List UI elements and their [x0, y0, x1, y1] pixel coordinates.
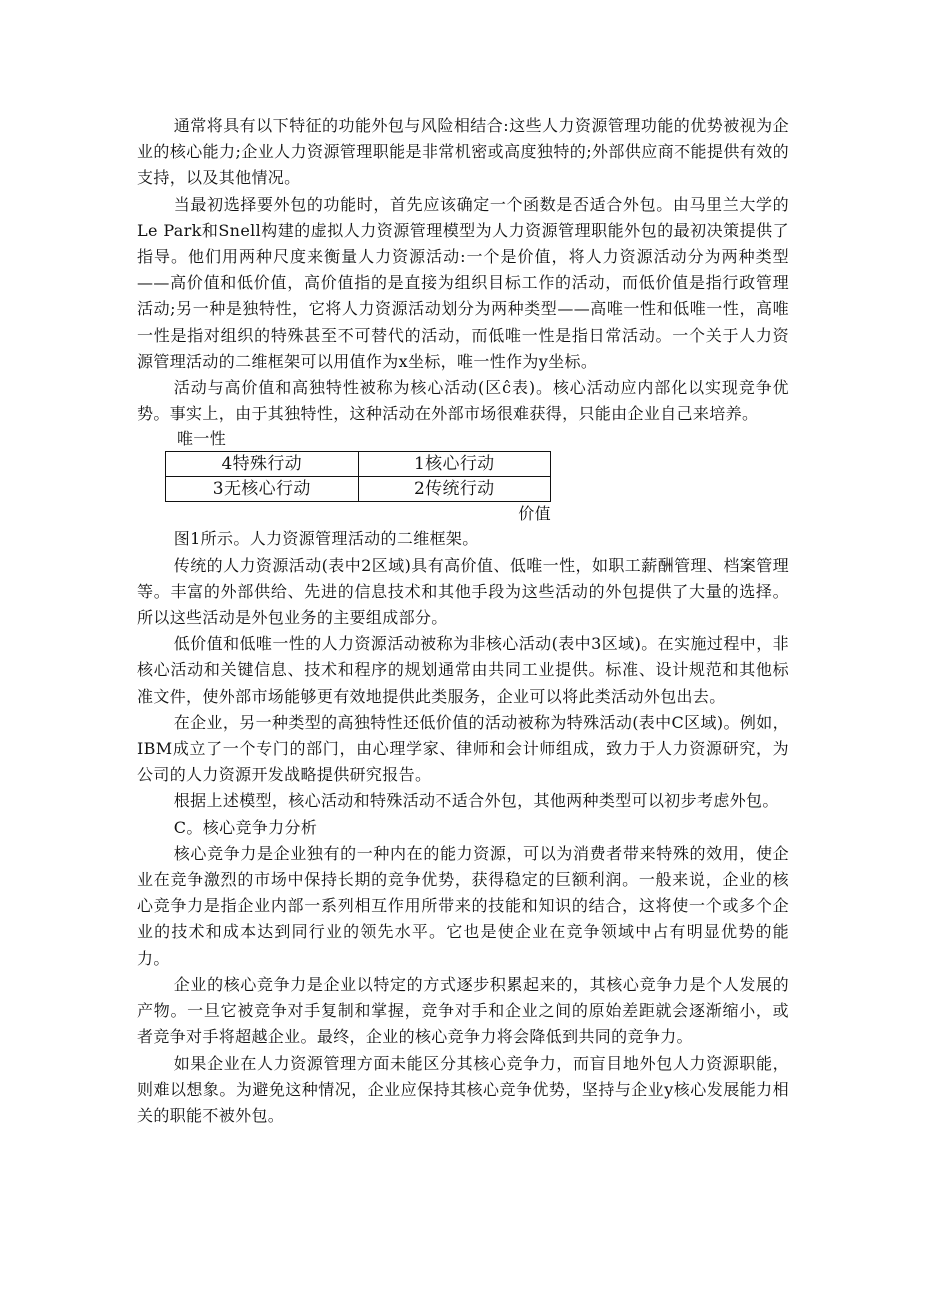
- activity-matrix-table: [165, 451, 551, 502]
- y-axis-label: 唯一性: [177, 429, 227, 449]
- section-heading: C。核心竞争力分析: [173, 817, 318, 837]
- cell-special-activity: 4特殊行动: [166, 452, 359, 477]
- paragraph: 在企业，另一种类型的高独特性还低价值的活动被称为特殊活动(表中C区域)。例如，IBM成立了一个专门的部门，由心理学家、律师和会计师组成，致力于人力资源研究，为公司的人力资源开发战略提供研究报告。: [137, 712, 789, 785]
- figure-activity-matrix: [137, 427, 789, 526]
- paragraph: 传统的人力资源活动(表中2区域)具有高价值、低唯一性，如职工薪酬管理、档案管理等。丰富的外部供给、先进的信息技术和其他手段为这些活动的外包提供了大量的选择。所以这些活动是外包业务的主要组成部分。: [137, 555, 789, 628]
- paragraph: 如果企业在人力资源管理方面未能区分其核心竞争力，而盲目地外包人力资源职能，则难以想象。为避免这种情况，企业应保持其核心竞争优势，坚持与企业y核心发展能力相关的职能不被外包。: [137, 1053, 789, 1125]
- paragraph: 根据上述模型，核心活动和特殊活动不适合外包，其他两种类型可以初步考虑外包。: [173, 791, 779, 811]
- cell-traditional-activity: 2传统行动: [358, 477, 551, 502]
- figure-caption: 图1所示。人力资源管理活动的二维框架。: [173, 529, 479, 549]
- matrix-row-high-uniqueness: [166, 452, 551, 477]
- paragraph: 通常将具有以下特征的功能外包与风险相结合:这些人力资源管理功能的优势被视为企业的核心能力;企业人力资源管理职能是非常机密或高度独特的;外部供应商不能提供有效的支持，以及其他情况。: [137, 116, 789, 188]
- document-page: [137, 113, 789, 1129]
- matrix-row-low-uniqueness: [166, 477, 551, 502]
- cell-non-core-activity: 3无核心行动: [166, 477, 359, 502]
- cell-core-activity: 1核心行动: [358, 452, 551, 477]
- paragraph: 活动与高价值和高独特性被称为核心活动(区ĉ表)。核心活动应内部化以实现竞争优势。事实上，由于其独特性，这种活动在外部市场很难获得，只能由企业自己来培养。: [137, 378, 789, 424]
- paragraph: 企业的核心竞争力是企业以特定的方式逐步积累起来的，其核心竞争力是个人发展的产物。一旦它被竞争对手复制和掌握，竞争对手和企业之间的原始差距就会逐渐缩小，或者竞争对手将超越企业。最终，企业的核心竞争力将会降低到共同的竞争力。: [137, 974, 789, 1047]
- paragraph: 低价值和低唯一性的人力资源活动被称为非核心活动(表中3区域)。在实施过程中，非核心活动和关键信息、技术和程序的规划通常由共同工业提供。标准、设计规范和其他标准文件，使外部市场能够更有效地提供此类服务，企业可以将此类活动外包出去。: [137, 634, 789, 706]
- paragraph: 核心竞争力是企业独有的一种内在的能力资源，可以为消费者带来特殊的效用，使企业在竞争激烈的市场中保持长期的竞争优势，获得稳定的巨额利润。一般来说，企业的核心竞争力是指企业内部一系列相互作用所带来的技能和知识的结合，这将使一个或多个企业的技术和成本达到同行业的领先水平。它也是使企业在竞争领域中占有明显优势的能力。: [137, 843, 789, 968]
- x-axis-label: 价值: [518, 504, 551, 524]
- paragraph: 当最初选择要外包的功能时，首先应该确定一个函数是否适合外包。由马里兰大学的Le Park和Snell构建的虚拟人力资源管理模型为人力资源管理职能外包的最初决策提供了指导。他们用两种尺度来衡量人力资源活动:一个是价值，将人力资源活动分为两种类型——高价值和低价值，高价值指的是直接为组织目标工作的活动，而低价值是指行政管理活动;另一种是独特性，它将人力资源活动划分为两种类型——高唯一性和低唯一性，高唯一性是指对组织的特殊甚至不可替代的活动，而低唯一性是指日常活动。一个关于人力资源管理活动的二维框架可以用值作为x坐标，唯一性作为y坐标。: [137, 194, 789, 371]
